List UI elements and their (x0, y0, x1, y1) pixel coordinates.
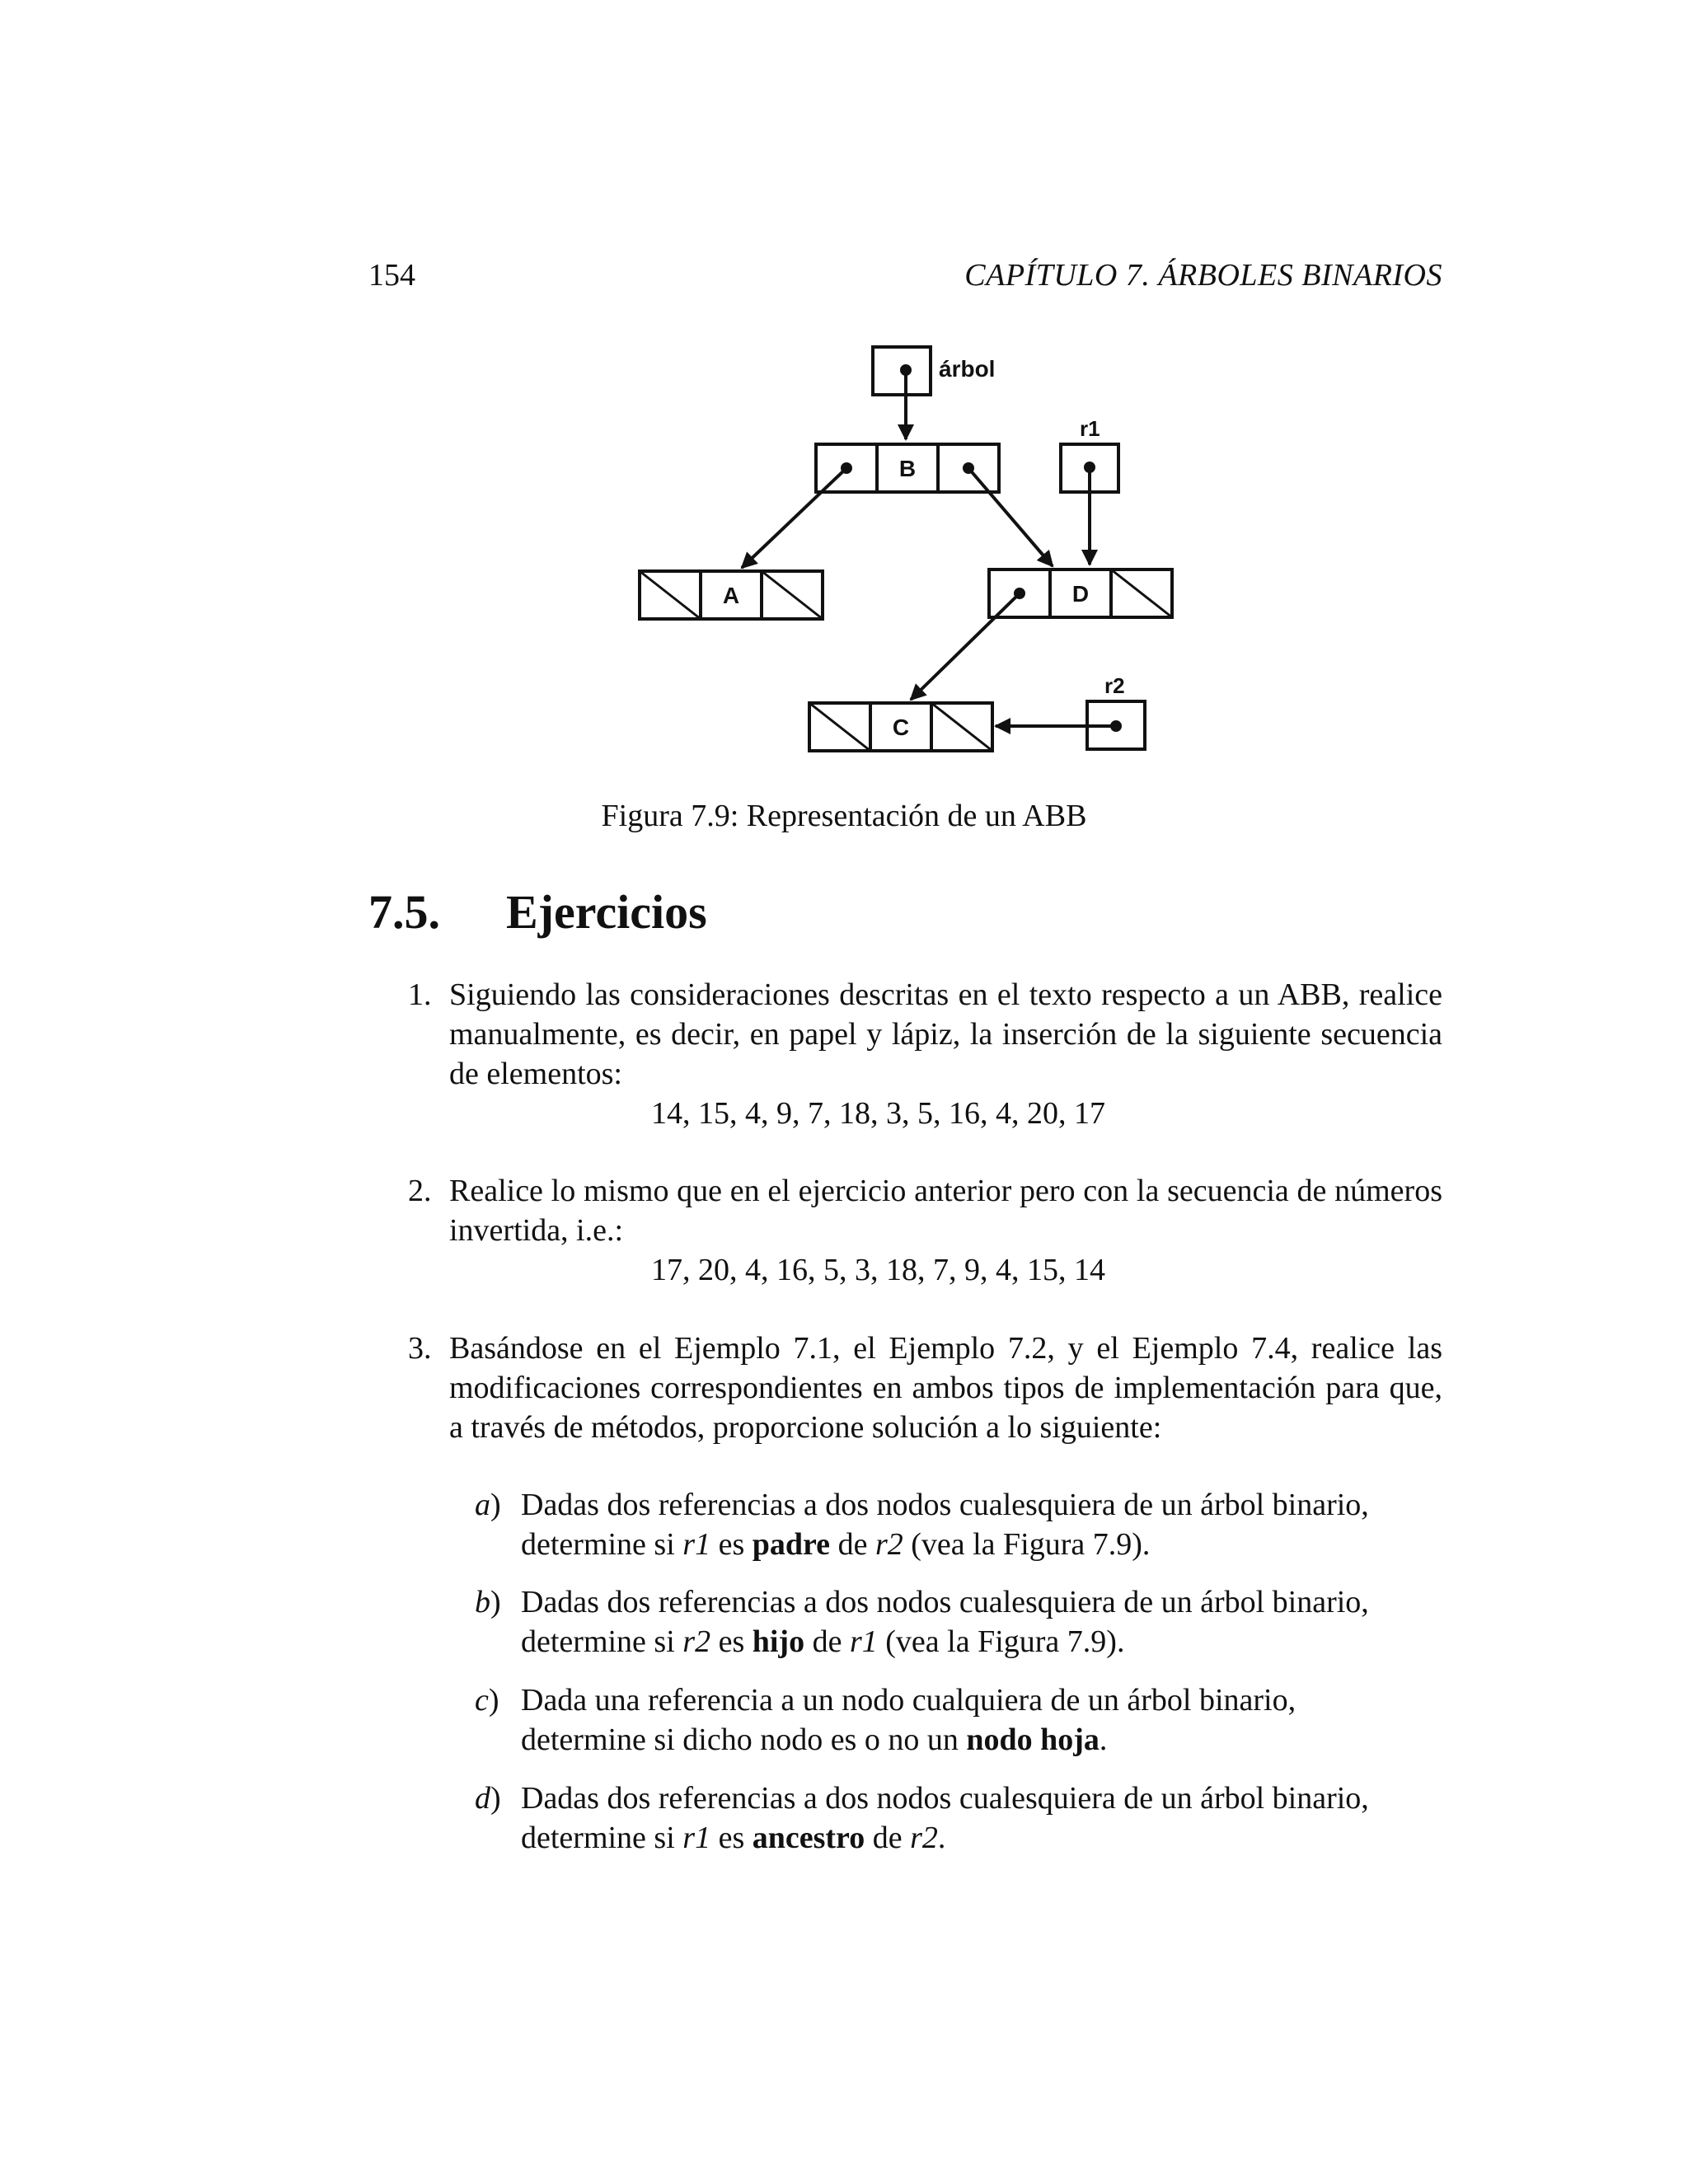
subitem-line-1: Dadas dos referencias a dos nodos cualesquiera de un árbol binario, (521, 1585, 1369, 1619)
exercise-2-sequence: 17, 20, 4, 16, 5, 3, 18, 7, 9, 4, 15, 14 (651, 1253, 1105, 1287)
exercise-3 (408, 1329, 1442, 1447)
subitem-line-2: determine si r1 es ancestro de r2. (521, 1821, 946, 1855)
abb-diagram (626, 334, 1220, 762)
label-node-c: C (892, 715, 910, 740)
page-number: 154 (368, 258, 415, 293)
figure-caption: Figura 7.9: Representación de un ABB (601, 799, 1087, 833)
subitem-marker: b) (475, 1585, 501, 1619)
exercise-marker: 1. (408, 977, 432, 1012)
subitem-marker: d) (475, 1781, 501, 1816)
label-arbol: árbol (939, 356, 996, 382)
subitem-line-2: determine si r2 es hijo de r1 (vea la Figura 7.9). (521, 1624, 1125, 1659)
subitem-line-2: determine si dicho nodo es o no un nodo hoja. (521, 1722, 1108, 1757)
label-r1: r1 (1080, 416, 1100, 441)
label-node-b: B (898, 456, 917, 481)
label-r2: r2 (1104, 673, 1125, 698)
subitem-a (475, 1485, 1442, 1564)
figure-abb-diagram (626, 334, 1220, 762)
exercise-marker: 2. (408, 1174, 432, 1208)
section-number: 7.5. (368, 885, 440, 939)
label-node-d: D (1071, 581, 1090, 607)
exercise-text: Siguiendo las consideraciones descritas en el texto respecto a un ABB, realice manualmente, es decir, en papel y lápiz, la inserción de la siguiente secuencia de elementos: (449, 977, 1442, 1091)
exercise-1-sequence: 14, 15, 4, 9, 7, 18, 3, 5, 16, 4, 20, 17 (651, 1096, 1105, 1131)
label-node-a: A (722, 583, 740, 608)
subitem-line-2: determine si r1 es padre de r2 (vea la Figura 7.9). (521, 1527, 1151, 1562)
section-title: Ejercicios (506, 885, 707, 939)
exercise-marker: 3. (408, 1331, 432, 1366)
subitem-c (475, 1680, 1442, 1760)
subitem-d (475, 1779, 1442, 1858)
section-heading (368, 882, 707, 943)
subitem-line-1: Dadas dos referencias a dos nodos cualesquiera de un árbol binario, (521, 1781, 1369, 1816)
subitem-marker: a) (475, 1488, 501, 1522)
d-left-arrow (911, 593, 1020, 700)
subitem-b (475, 1582, 1442, 1661)
exercise-2 (408, 1171, 1442, 1250)
b-left-arrow (742, 468, 846, 568)
exercise-1 (408, 975, 1442, 1094)
subitem-marker: c) (475, 1683, 499, 1718)
subitem-line-1: Dada una referencia a un nodo cualquiera de un árbol binario, (521, 1683, 1296, 1718)
subitem-line-1: Dadas dos referencias a dos nodos cualesquiera de un árbol binario, (521, 1488, 1369, 1522)
b-right-arrow (968, 468, 1053, 566)
running-head: CAPÍTULO 7. ÁRBOLES BINARIOS (964, 258, 1442, 293)
exercise-text: Realice lo mismo que en el ejercicio anterior pero con la secuencia de números invertida, i.e.: (449, 1174, 1442, 1248)
exercise-text: Basándose en el Ejemplo 7.1, el Ejemplo 7.2, y el Ejemplo 7.4, realice las modificaciones correspondientes en ambos tipos de implementación para que, a través de métodos, proporcione solución a lo siguiente: (449, 1331, 1442, 1445)
